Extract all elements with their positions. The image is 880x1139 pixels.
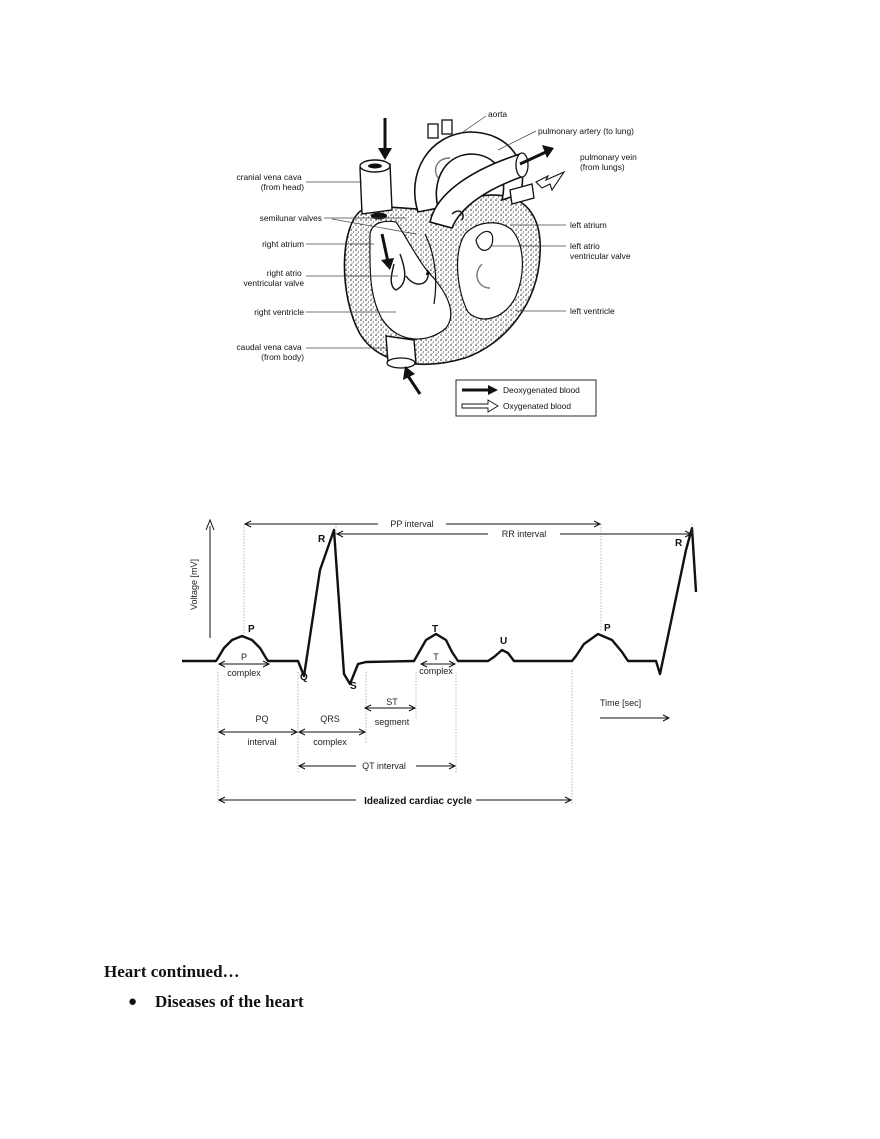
peak-r-label: R [318,534,326,545]
label-right-atrium: right atrium [262,239,304,249]
qrs-label-1: QRS [320,714,340,724]
label-caudal-vena-cava: caudal vena cava [236,342,302,352]
label-right-ventricle: right ventricle [254,307,304,317]
label-left-atrium: left atrium [570,220,607,230]
svg-text:pulmonary vein (from lun [580,152,639,172]
qt-interval-label: QT interval [362,761,406,771]
label-caudal-vena-cava-note: (from body) [261,352,304,362]
ecg-y-axis [189,520,214,638]
svg-text:right atrio ventricular [243,268,304,288]
st-label-1: ST [386,697,398,707]
peak-t-label: T [432,624,439,635]
ecg-cardiac-cycle-diagram [170,512,710,822]
section-heading: Heart continued… [104,962,240,981]
p-complex-label-2: complex [227,668,261,678]
svg-text:caudal vena cava (from b [236,342,304,362]
peak-p-label: P [248,624,255,635]
label-pulmonary-vein: pulmonary vein [580,152,637,162]
ecg-y-axis-label: Voltage [mV] [189,558,199,610]
legend-oxygenated: Oxygenated blood [503,401,571,411]
label-pulmonary-vein-note: (from lungs) [580,162,625,172]
label-aorta: aorta [488,109,508,119]
peak-q-label: Q [300,672,308,683]
bullet-list [128,992,304,1012]
ecg-interval-labels [227,519,641,807]
peak-r2-label: R [675,538,683,549]
peak-s-label: S [350,681,357,692]
label-semilunar-valves: semilunar valves [259,213,322,223]
heart-labels-left [236,172,322,362]
peak-p2-label: P [604,623,611,634]
rr-interval-label: RR interval [501,529,547,539]
label-left-av-valve: left atrio [570,241,600,251]
pp-interval-label: PP interval [390,519,434,529]
legend-deoxygenated: Deoxygenated blood [503,385,580,395]
label-right-av-valve-line2: ventricular valve [243,278,304,288]
pq-label-2: interval [247,737,277,747]
pq-label-1: PQ [255,714,269,724]
qrs-label-2: complex [313,737,347,747]
p-complex-label-1: P [240,652,248,662]
svg-text:left atrio ventricular v [570,241,631,261]
st-label-2: segment [374,717,410,727]
t-complex-label-1: T [433,652,439,662]
heart-legend [456,380,596,416]
cardiac-cycle-label: Idealized cardiac cycle [364,796,472,807]
label-left-ventricle: left ventricle [570,306,615,316]
bullet-marker: ● [128,993,138,1010]
peak-u-label: U [500,636,508,647]
ecg-waveform [182,528,696,684]
label-cranial-vena-cava-note: (from head) [260,182,304,192]
list-item [128,992,304,1012]
t-complex-label-2: complex [419,666,453,676]
ecg-x-axis-label: Time [sec] [600,698,642,708]
label-pulmonary-artery: pulmonary artery (to lung) [538,126,634,136]
label-cranial-vena-cava: cranial vena cava [236,172,302,182]
label-left-av-valve-line2: ventricular valve [570,251,631,261]
label-right-av-valve: right atrio [266,268,302,278]
svg-text:cranial vena cava (from [236,172,304,192]
heart-anatomy-diagram [220,104,650,424]
bullet-text: Diseases of the heart [155,992,304,1011]
